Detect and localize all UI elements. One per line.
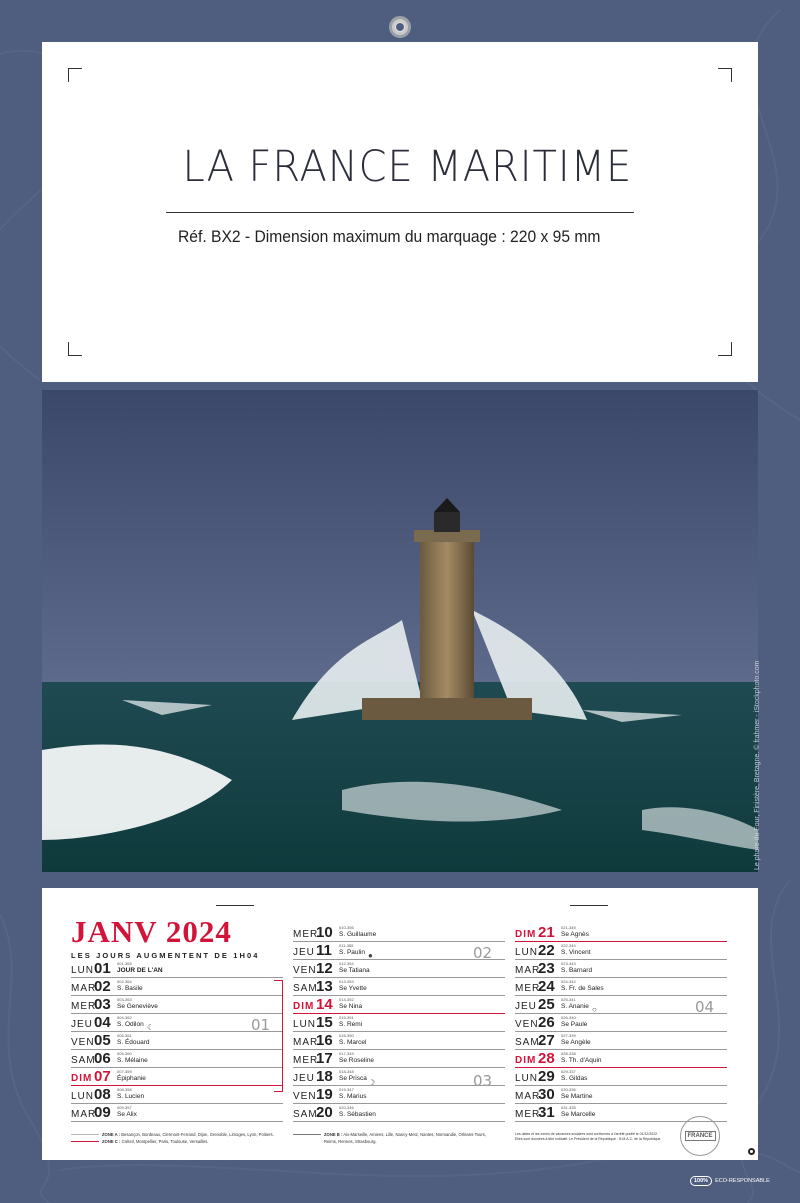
calendar-day-row [71,1086,283,1104]
day-name: SAM [515,1037,540,1048]
day-name: MER [515,983,541,994]
saint-name: S. Barnard [561,967,593,974]
day-of-year: 005-361 [117,1033,132,1038]
day-of-year: 014-352 [339,997,354,1002]
day-number: 29 [538,1068,555,1085]
saint-name: Se Yvette [339,985,367,992]
daylight-note: LES JOURS AUGMENTENT DE 1H04 [71,951,260,960]
week-number: 03 [473,1072,493,1090]
day-number: 24 [538,978,555,995]
day-of-year: 009-357 [117,1105,132,1110]
day-number: 19 [316,1086,333,1103]
day-of-year: 001-365 [117,961,132,966]
week-number: 01 [251,1016,271,1034]
title-divider [166,212,634,213]
calendar-day-row [293,924,505,942]
saint-name: Se Prisca [339,1075,367,1082]
origine-france-stamp: FRANCE [680,1116,720,1156]
saint-name: S. Guillaume [339,931,377,938]
day-number: 06 [94,1050,111,1067]
day-of-year: 006-360 [117,1051,132,1056]
crop-mark [718,342,732,356]
day-number: 25 [538,996,555,1013]
crop-mark [68,68,82,82]
day-name: LUN [71,1091,95,1102]
calendar-day-row [515,978,727,996]
day-of-year: 021-345 [561,925,576,930]
saint-name: S. Lucien [117,1093,145,1100]
day-number: 26 [538,1014,555,1031]
saint-name: JOUR DE L'AN [117,967,163,974]
day-number: 04 [94,1014,111,1031]
saint-name: S. Fr. de Sales [561,985,604,992]
calendar-day-row [515,960,727,978]
day-name: SAM [293,1109,318,1120]
day-name: MAR [71,983,97,994]
day-of-year: 022-344 [561,943,576,948]
day-name: SAM [71,1055,96,1066]
day-name: VEN [293,1091,317,1102]
day-number: 07 [94,1068,111,1085]
reference-line [166,223,636,251]
day-number: 09 [94,1104,111,1121]
day-name: JEU [293,1073,315,1084]
saint-name: Se Agnès [561,931,589,938]
saint-name: S. Édouard [117,1039,150,1046]
day-name: LUN [293,1019,317,1030]
first-quarter-moon-icon: ☽ [368,1078,376,1087]
calendar-day-row [515,924,727,942]
saint-name: S. Marcel [339,1039,367,1046]
calendar-day-row [515,1032,727,1050]
calendar-day-row [293,996,505,1014]
saint-name: S. Mélaine [117,1057,148,1064]
week-number: 04 [695,998,715,1016]
day-of-year: 016-350 [339,1033,354,1038]
calendar-day-row [293,1014,505,1032]
saint-name: S. Remi [339,1021,363,1028]
saint-name: S. Th. d'Aquin [561,1057,602,1064]
saint-name: Se Angèle [561,1039,591,1046]
zones-note: Les dates et les zones de vacances scolaires sont conformes à l'arrêté publié le 01/12/2022. Elles sont données à titre indicatif. Le Président de la République : N.M.A.C. de la République. [515,1132,662,1141]
day-name: JEU [515,1001,537,1012]
day-name: VEN [71,1037,95,1048]
lighthouse-photo [42,390,758,872]
day-name: MER [293,929,319,940]
calendar-day-row [293,978,505,996]
day-of-year: 004-362 [117,1015,132,1020]
day-number: 22 [538,942,555,959]
calendar-day-row [71,1032,283,1050]
saint-name: Se Paule [561,1021,588,1028]
day-number: 05 [94,1032,111,1049]
saint-name: Se Martine [561,1093,593,1100]
calendar-day-row [515,1050,727,1068]
saint-name: Se Alix [117,1111,137,1118]
saint-name: S. Sébastien [339,1111,376,1118]
saint-name: S. Vincent [561,949,591,956]
full-moon-icon: ○ [592,1005,597,1014]
reference-text: Réf. BX2 - Dimension maximum du marquage : 220 x 95 mm [178,227,601,246]
day-of-year: 007-359 [117,1069,132,1074]
saint-name: Se Geneviève [117,1003,158,1010]
day-number: 08 [94,1086,111,1103]
calendar-day-row [515,1068,727,1086]
day-name: MER [515,1109,541,1120]
calendar-day-row [515,942,727,960]
day-name: LUN [515,1073,539,1084]
day-name: DIM [515,1055,537,1066]
saint-name: Se Marcelle [561,1111,596,1118]
calendar-day-row [71,1050,283,1068]
day-number: 12 [316,960,333,977]
school-zones-b: ZONE B : Aix-Marseille, Amiens, Lille, Nancy-Metz, Nantes, Normandie, Orléans-Tours, Reims, Rennes, Strasbourg. [293,1132,486,1145]
day-number: 01 [94,960,111,977]
day-of-year: 023-343 [561,961,576,966]
crop-mark [68,342,82,356]
week-number: 02 [473,944,493,962]
day-number: 10 [316,924,333,941]
day-of-year: 018-348 [339,1069,354,1074]
cal-mark [216,905,254,906]
calendar-panel [42,888,758,1160]
day-number: 17 [316,1050,333,1067]
calendar-day-row [293,1050,505,1068]
day-of-year: 028-338 [561,1051,576,1056]
day-name: DIM [71,1073,93,1084]
header-panel [42,42,758,382]
day-of-year: 017-349 [339,1051,354,1056]
saint-name: Se Nina [339,1003,363,1010]
day-name: MER [293,1055,319,1066]
day-of-year: 012-354 [339,961,354,966]
day-of-year: 026-340 [561,1015,576,1020]
saint-name: S. Odilon [117,1021,144,1028]
day-name: LUN [515,947,539,958]
month-title: JANV 2024 [71,914,232,949]
day-name: DIM [293,1001,315,1012]
saint-name: Se Roseline [339,1057,375,1064]
day-name: SAM [293,983,318,994]
day-name: MER [71,1001,97,1012]
day-name: VEN [515,1019,539,1030]
ring-icon [748,1148,755,1155]
day-number: 14 [316,996,333,1013]
crop-mark [718,68,732,82]
calendar-day-row [293,960,505,978]
eco-badge: 100% ECO-RESPONSABLE [690,1176,770,1186]
day-of-year: 010-356 [339,925,354,930]
calendar-day-row [71,978,283,996]
saint-name: Épiphanie [117,1075,146,1082]
day-name: DIM [515,929,537,940]
last-quarter-moon-icon: ☾ [147,1023,155,1032]
day-number: 30 [538,1086,555,1103]
saint-name: S. Marius [339,1093,367,1100]
day-number: 21 [538,924,555,941]
day-number: 15 [316,1014,333,1031]
day-number: 20 [316,1104,333,1121]
saint-name: S. Ananie [561,1003,589,1010]
calendar-day-row [71,1104,283,1122]
day-number: 02 [94,978,111,995]
day-name: MAR [515,1091,541,1102]
day-name: JEU [71,1019,93,1030]
day-number: 03 [94,996,111,1013]
day-of-year: 027-339 [561,1033,576,1038]
day-of-year: 011-355 [339,943,354,948]
holiday-bracket [274,980,283,1092]
day-name: MAR [515,965,541,976]
calendar-day-row [71,996,283,1014]
day-number: 18 [316,1068,333,1085]
day-number: 28 [538,1050,555,1067]
page-title: LA FRANCE MARITIME [182,142,633,192]
day-of-year: 029-337 [561,1069,576,1074]
day-number: 13 [316,978,333,995]
photo-credit: Le phare du Four, Finistère, Bretagne. © frahmer - iStockphoto.com [754,660,761,870]
day-of-year: 015-351 [339,1015,354,1020]
school-zones-ac: ZONE A : Besançon, Bordeaux, Clermont-Ferrand, Dijon, Grenoble, Limoges, Lyon, Poitiers. ZONE C : Créteil, Montpellier, Paris, Toulouse, Versailles. [71,1132,274,1145]
day-name: VEN [293,965,317,976]
day-of-year: 020-346 [339,1105,354,1110]
hanging-hole [389,16,411,38]
calendar-day-row [293,1032,505,1050]
day-of-year: 013-353 [339,979,354,984]
day-name: LUN [71,965,95,976]
day-name: MAR [293,1037,319,1048]
day-of-year: 025-341 [561,997,576,1002]
day-number: 23 [538,960,555,977]
calendar-day-row [515,1014,727,1032]
day-of-year: 002-364 [117,979,132,984]
day-of-year: 003-363 [117,997,132,1002]
calendar-day-row [71,1068,283,1086]
day-of-year: 008-358 [117,1087,132,1092]
day-number: 27 [538,1032,555,1049]
calendar-day-row [293,1104,505,1122]
cal-mark [570,905,608,906]
new-moon-icon: ● [368,951,373,960]
calendar-day-row [71,960,283,978]
day-number: 11 [316,942,332,959]
day-of-year: 031-335 [561,1105,576,1110]
day-of-year: 030-336 [561,1087,576,1092]
day-of-year: 019-347 [339,1087,354,1092]
saint-name: S. Basile [117,985,143,992]
saint-name: Se Tatiana [339,967,370,974]
calendar-day-row [515,1086,727,1104]
day-of-year: 024-342 [561,979,576,984]
day-name: MAR [71,1109,97,1120]
saint-name: S. Paulin [339,949,366,956]
saint-name: S. Gildas [561,1075,588,1082]
day-number: 16 [316,1032,333,1049]
day-name: JEU [293,947,315,958]
day-number: 31 [538,1104,555,1121]
